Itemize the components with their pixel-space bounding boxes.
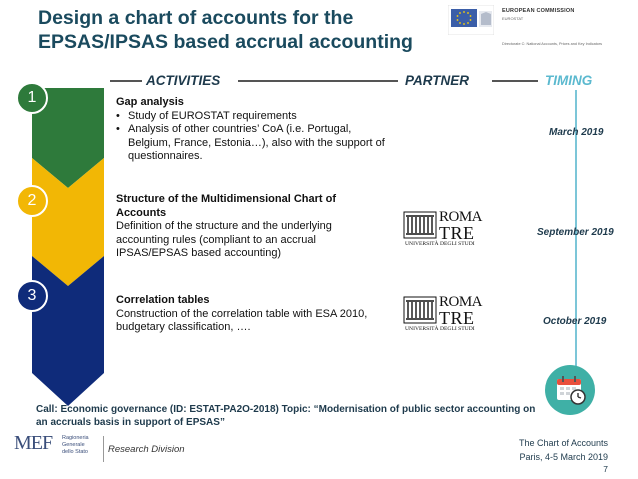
mef-sub-line: dello Stato	[62, 449, 88, 455]
calendar-clock-icon	[555, 374, 587, 406]
title-line-1: Design a chart of accounts for the	[38, 7, 354, 29]
step-number-1: 1	[16, 82, 48, 114]
footer-event-info	[519, 436, 608, 464]
timing-step-2: September 2019	[537, 227, 614, 238]
ec-directorate: Directorate C: National Accounts, Prices and Key Indicators	[502, 42, 603, 46]
activity-2-title: Structure of the Multidimensional Chart of Accounts	[116, 193, 337, 219]
timing-step-3: October 2019	[543, 316, 607, 327]
header-rule-1	[110, 80, 142, 82]
roma-tre-mark-icon	[403, 211, 437, 239]
activity-1-bullet: • Analysis of other countries’ CoA (i.e. Portugal, Belgium, France, Estonia…), also with the support of questionnaires.	[116, 123, 386, 164]
step-number-3: 3	[16, 280, 48, 312]
footer-divider	[103, 436, 104, 462]
mef-logo: MEF	[14, 432, 53, 454]
mef-subtitle	[62, 435, 89, 456]
step-number-2: 2	[16, 185, 48, 217]
activity-3-title: Correlation tables	[116, 294, 210, 306]
activity-1-title: Gap analysis	[116, 96, 184, 108]
title-line-2: EPSAS/IPSAS based accrual accounting	[38, 31, 413, 53]
partner-2-line1: ROMA	[439, 294, 483, 310]
header-rule-2	[238, 80, 398, 82]
footer-place: Paris, 4-5 March 2019	[519, 452, 608, 462]
research-division: Research Division	[108, 444, 185, 455]
page-title	[38, 6, 478, 54]
partner-1-line3: UNIVERSITÀ DEGLI STUDI	[405, 241, 475, 247]
timing-step-1: March 2019	[549, 127, 604, 138]
mef-sub-line: Ragioneria	[62, 435, 89, 441]
partner-1-line2: TRE	[439, 223, 475, 243]
header-timing: TIMING	[545, 73, 593, 88]
header-partner: PARTNER	[405, 73, 470, 88]
footer-event: The Chart of Accounts	[518, 438, 608, 448]
process-chevrons	[0, 88, 110, 413]
activity-1	[116, 96, 386, 164]
call-text: Call: Economic governance (ID: ESTAT-PA2O-2018) Topic: “Modernisation of public sector accounting on an accruals basis in support of EPSAS”	[36, 404, 536, 428]
activity-2-text: Definition of the structure and the underlying accounting rules (compliant to an accrual IPSAS/EPSAS based accounting)	[116, 220, 332, 259]
ec-text	[502, 8, 634, 21]
header-rule-3	[492, 80, 538, 82]
page-number: 7	[603, 464, 608, 474]
activity-1-bullets	[116, 110, 386, 164]
partner-2-line3: UNIVERSITÀ DEGLI STUDI	[405, 326, 475, 332]
partner-1-line1: ROMA	[439, 209, 483, 225]
header-activities: ACTIVITIES	[146, 73, 221, 88]
partner-logo-roma-tre-2	[403, 296, 481, 334]
activity-3	[116, 294, 386, 335]
ec-name: EUROPEAN COMMISSION	[502, 8, 575, 14]
european-commission-logo-icon	[448, 5, 494, 35]
partner-logo-roma-tre-1	[403, 211, 481, 249]
activity-1-bullet: • Study of EUROSTAT requirements	[116, 110, 386, 124]
mef-sub-line: Generale	[62, 442, 85, 448]
roma-tre-mark-icon	[403, 296, 437, 324]
partner-2-line2: TRE	[439, 308, 475, 328]
ec-sub: EUROSTAT	[502, 16, 524, 21]
activity-3-text: Construction of the correlation table with ESA 2010, budgetary classification, ….	[116, 307, 368, 333]
activity-2	[116, 193, 386, 261]
